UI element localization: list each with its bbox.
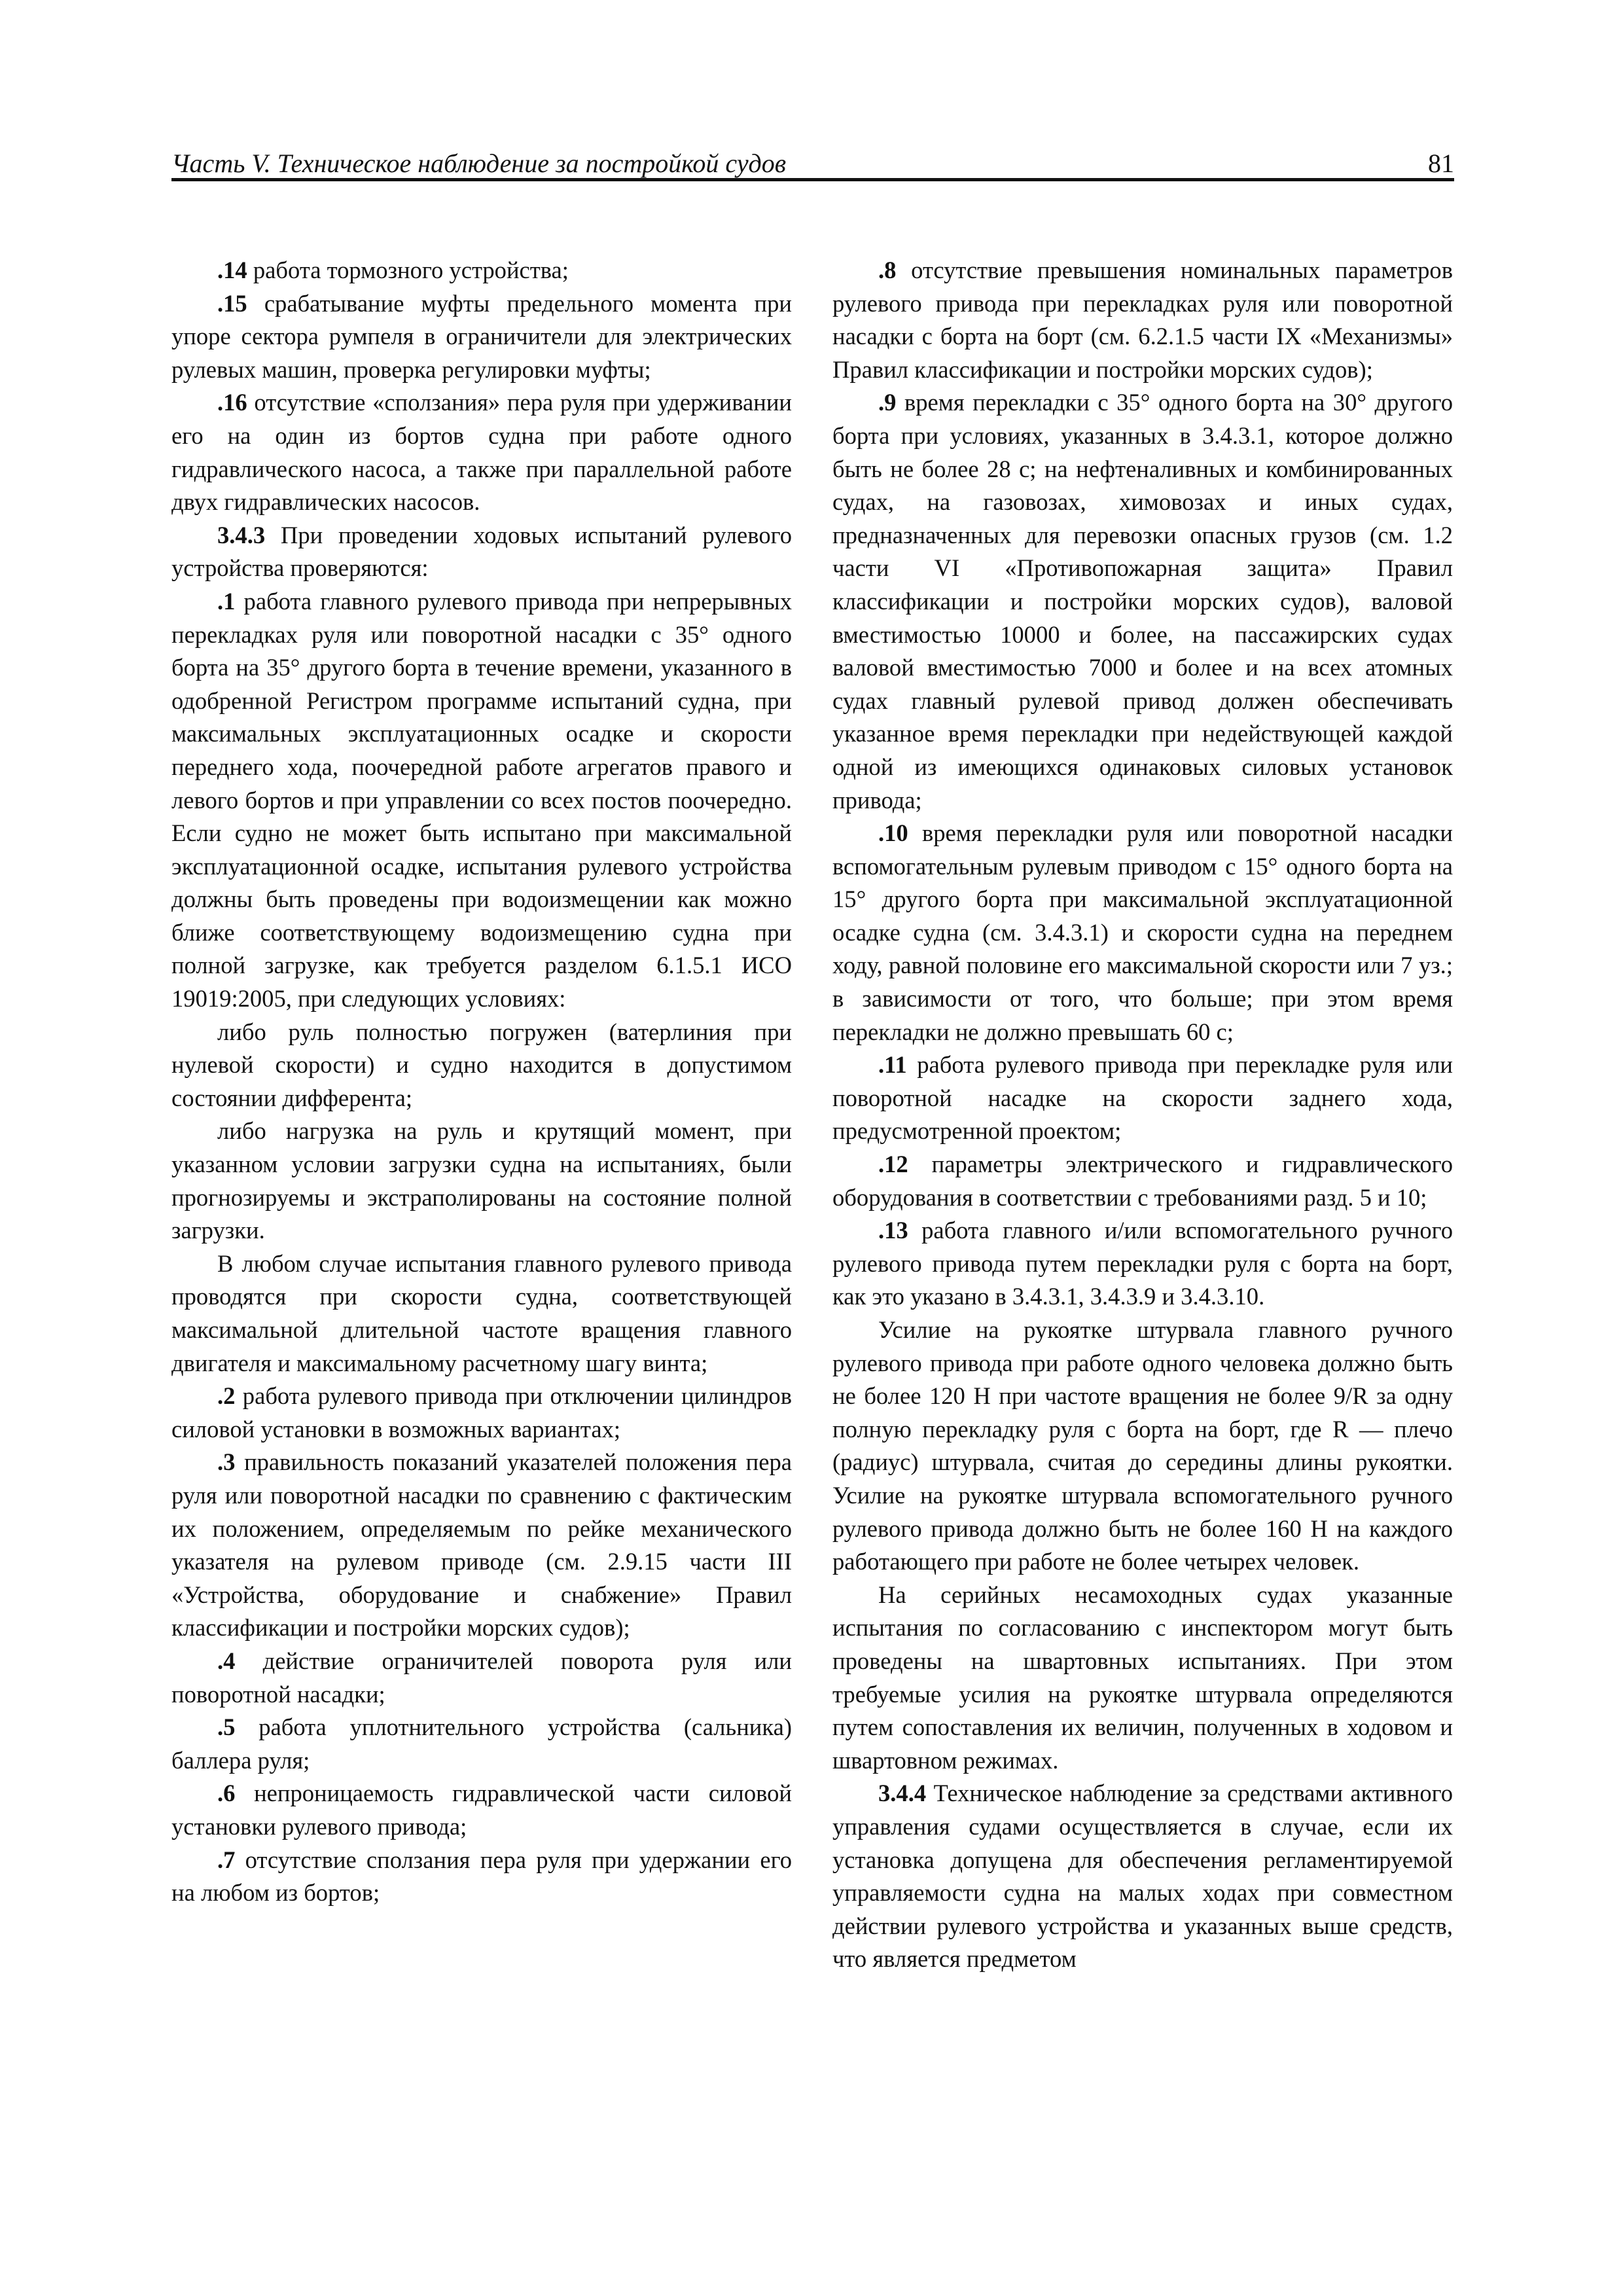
paragraph: .10 время перекладки руля или поворотной насадки вспомогательным рулевым приводом с 15° одного борта на 15° другого борта при максимальной эксплуатационной осадке судна (см. 3.4.3.1) и скорости судна на переднем ходу, равной половине его максимальной скорости или 7 уз.; в зависимости от того, что больше; при этом время перекладки не должно превышать 60 с; <box>832 819 1453 1045</box>
paragraph: .6 непроницаемость гидравлической части силовой установки рулевого привода; <box>171 1780 792 1840</box>
paragraph: либо нагрузка на руль и крутящий момент, при указанном условии загрузки судна на испытаниях, были прогнозируемы и экстраполированы на состояние полной загрузки. <box>171 1117 792 1244</box>
page-number: 81 <box>1428 149 1454 178</box>
header-rule <box>171 178 1454 181</box>
paragraph: 3.4.3 При проведении ходовых испытаний рулевого устройства проверяются: <box>171 521 792 582</box>
paragraph: .11 работа рулевого привода при перекладке руля или поворотной насадке на скорости заднего хода, предусмотренной проектом; <box>832 1051 1453 1145</box>
paragraph: .1 работа главного рулевого привода при непрерывных перекладках руля или поворотной насадки с 35° одного борта на 35° другого борта в течение времени, указанного в одобренной Регистром программе испытаний судна, при максимальных эксплуатационных осадке и скорости переднего хода, поочередной работе агрегатов правого и левого бортов и при управлении со всех постов поочередно. Если судно не может быть испытано при максимальной эксплуатационной осадке, испытания рулевого устройства должны быть проведены при водоизмещении как можно ближе соответствующему водоизмещению судна при полной загрузке, как требуется разделом 6.1.5.1 ИСО 19019:2005, при следующих условиях: <box>171 587 792 1013</box>
right-column <box>832 254 1453 1976</box>
paragraph: .3 правильность показаний указателей положения пера руля или поворотной насадки по сравнению с фактическим их положением, определяемым по рейке механического указателя на рулевом приводе (см. 2.9.15 части III «Устройства, оборудование и снабжение» Правил классификации и постройки морских судов); <box>171 1448 792 1641</box>
paragraph: .5 работа уплотнительного устройства (сальника) баллера руля; <box>171 1713 792 1774</box>
paragraph: .7 отсутствие сползания пера руля при удержании его на любом из бортов; <box>171 1846 792 1907</box>
paragraph: .14 работа тормозного устройства; <box>217 257 569 283</box>
paragraph: 3.4.4 Техническое наблюдение за средствами активного управления судами осуществляется в случае, если их установка допущена для обеспечения регламентируемой управляемости судна на малых ходах при совместном действии рулевого устройства и указанных выше средств, что является предметом <box>832 1780 1453 1973</box>
paragraph: Усилие на рукоятке штурвала главного ручного рулевого привода при работе одного человека должно быть не более 120 Н при частоте вращения не более 9/R за одну полную перекладку руля с борта на борт, где R — плечо (радиус) штурвала, считая до середины длины рукоятки. Усилие на рукоятке штурвала вспомогательного ручного рулевого привода должно быть не более 160 Н на каждого работающего при работе не более четырех человек. <box>832 1316 1453 1575</box>
paragraph: .12 параметры электрического и гидравлического оборудования в соответствии с требованиями разд. 5 и 10; <box>832 1151 1453 1211</box>
paragraph: .8 отсутствие превышения номинальных параметров рулевого привода при перекладках руля или поворотной насадки с борта на борт (см. 6.2.1.5 части IX «Механизмы» Правил классификации и постройки морских судов); <box>832 257 1453 383</box>
paragraph: .16 отсутствие «сползания» пера руля при удерживании его на один из бортов судна при работе одного гидравлического насоса, а также при параллельной работе двух гидравлических насосов. <box>171 389 792 516</box>
paragraph: .15 срабатывание муфты предельного момента при упоре сектора румпеля в ограничители для электрических рулевых машин, проверка регулировки муфты; <box>171 289 792 383</box>
paragraph: .2 работа рулевого привода при отключении цилиндров силовой установки в возможных вариантах; <box>171 1382 792 1443</box>
paragraph: .13 работа главного и/или вспомогательного ручного рулевого привода путем перекладки руля с борта на борт, как это указано в 3.4.3.1, 3.4.3.9 и 3.4.3.10. <box>832 1217 1453 1310</box>
paragraph: .4 действие ограничителей поворота руля или поворотной насадки; <box>171 1647 792 1708</box>
paragraph: В любом случае испытания главного рулевого привода проводятся при скорости судна, соответствующей максимальной длительной частоте вращения главного двигателя и максимальному расчетному шагу винта; <box>171 1249 792 1376</box>
header-title: Часть V. Техническое наблюдение за постройкой судов <box>171 149 787 178</box>
running-header <box>171 145 1454 182</box>
paragraph: либо руль полностью погружен (ватерлиния при нулевой скорости) и судно находится в допустимом состоянии дифферента; <box>171 1018 792 1111</box>
left-column <box>171 254 792 1910</box>
paragraph: На серийных несамоходных судах указанные испытания по согласованию с инспектором могут быть проведены на швартовных испытаниях. При этом требуемые усилия на рукоятке штурвала определяются путем сопоставления их величин, полученных в ходовом и швартовном режимах. <box>832 1581 1453 1774</box>
paragraph: .9 время перекладки с 35° одного борта на 30° другого борта при условиях, указанных в 3.4.3.1, которое должно быть не более 28 с; на нефтеналивных и комбинированных судах, на газовозах, химовозах и иных судах, предназначенных для перевозки опасных грузов (см. 1.2 части VI «Противопожарная защита» Правил классификации и постройки морских судов), валовой вместимостью 10000 и более, на пассажирских судах валовой вместимостью 7000 и более и на всех атомных судах главный рулевой привод должен обеспечивать указанное время перекладки при недействующей каждой одной из имеющихся одинаковых силовых установок привода; <box>832 389 1453 814</box>
